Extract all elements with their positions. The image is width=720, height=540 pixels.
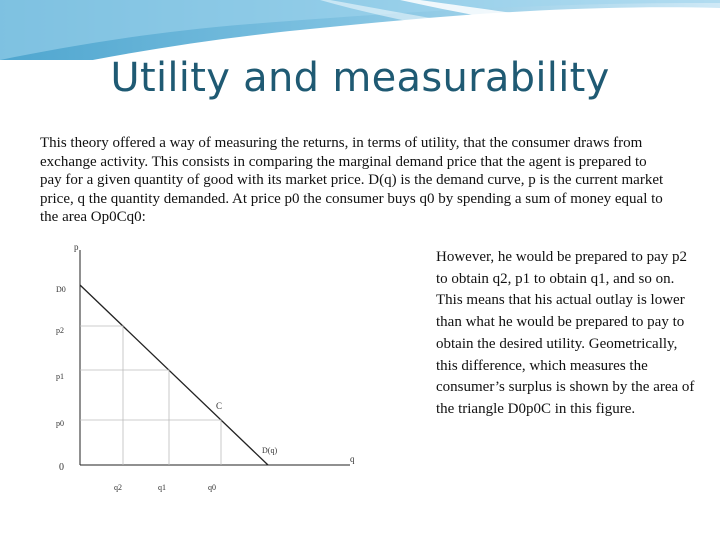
x-axis-label: q — [350, 454, 355, 464]
intro-paragraph: This theory offered a way of measuring the returns, in terms of utility, that the consumer draws from exchange activity. This consists in comparing the marginal demand price that the agent is prepared to pay for a given quantity of good with its market price. D(q) is the demand curve, p is the current market price, q the quantity demanded. At price p0 the consumer buys q0 by spending a sum of money equal to the area Op0Cq0: — [40, 135, 664, 226]
quantity-label-q1: q1 — [158, 483, 166, 492]
origin-label: 0 — [59, 462, 64, 473]
explanation-paragraph: However, he would be prepared to pay p2 to obtain q2, p1 to obtain q1, and so on. This means that his actual outlay is lower than what he would be prepared to pay to obtain the desired utility. Geometrically, this difference, which measures the consumer’s surplus is shown by the area of the triangle D0p0C in this figure. — [436, 249, 695, 417]
curve-label: D(q) — [262, 446, 278, 455]
slide-title: Utility and measurability — [110, 55, 610, 101]
price-label-p0: p0 — [56, 419, 64, 428]
price-label-p2: p2 — [56, 326, 64, 335]
y-axis-label: p — [74, 242, 79, 252]
demand-curve-line — [80, 285, 268, 465]
quantity-label-q2: q2 — [114, 483, 122, 492]
header-banner — [0, 0, 720, 60]
price-label-d0: D0 — [56, 285, 66, 294]
quantity-label-q0: q0 — [208, 483, 216, 492]
point-c-label: C — [216, 401, 223, 411]
demand-curve-diagram — [50, 240, 380, 500]
price-label-p1: p1 — [56, 372, 64, 381]
